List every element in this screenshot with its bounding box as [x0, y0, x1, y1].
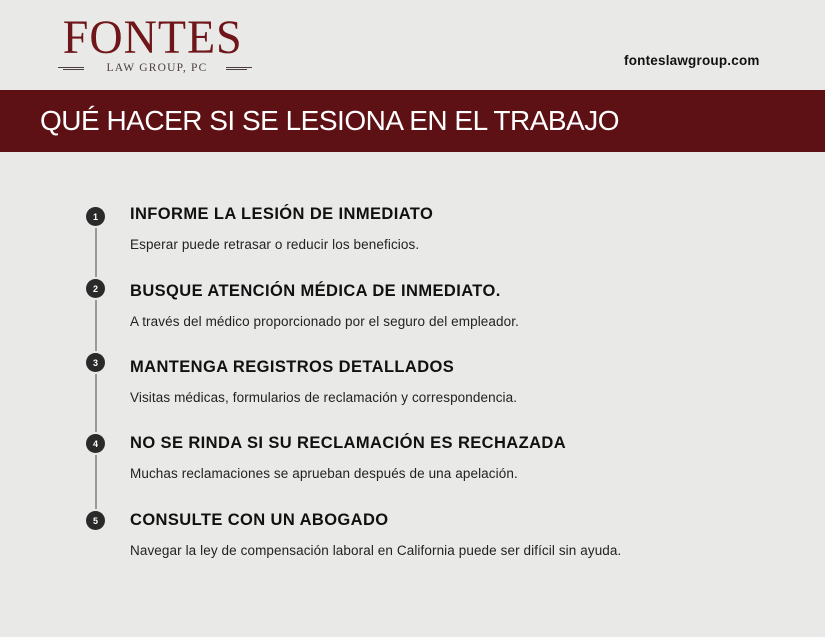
step-4-description: Muchas reclamaciones se aprueban después de una apelación.: [130, 466, 518, 481]
step-3-number: 3: [86, 353, 105, 372]
step-5-description: Navegar la ley de compensación laboral en California puede ser difícil sin ayuda.: [130, 543, 622, 558]
step-3-description: Visitas médicas, formularios de reclamación y correspondencia.: [130, 390, 518, 405]
step-1-title: INFORME LA LESIÓN DE INMEDIATO: [130, 205, 434, 223]
step-3-title: MANTENGA REGISTROS DETALLADOS: [130, 358, 455, 376]
logo-right-lines: [226, 67, 252, 73]
page-title: QUÉ HACER SI SE LESIONA EN EL TRABAJO: [40, 105, 620, 136]
step-1-description: Esperar puede retrasar o reducir los beneficios.: [130, 237, 420, 252]
company-logo: [50, 11, 264, 78]
logo-wordmark: FONTES: [62, 11, 243, 64]
step-1-number: 1: [86, 207, 105, 226]
step-2-title: BUSQUE ATENCIÓN MÉDICA DE INMEDIATO.: [130, 282, 501, 300]
step-5-title: CONSULTE CON UN ABOGADO: [130, 511, 389, 529]
website-url: fonteslawgroup.com: [624, 53, 760, 68]
step-4-number: 4: [86, 434, 105, 453]
logo-left-lines: [58, 67, 84, 73]
logo-subtitle: [50, 62, 264, 78]
step-4-title: NO SE RINDA SI SU RECLAMACIÓN ES RECHAZADA: [130, 434, 567, 452]
step-2-number: 2: [86, 279, 105, 298]
step-2-description: A través del médico proporcionado por el seguro del empleador.: [130, 314, 519, 329]
step-5-number: 5: [86, 511, 105, 530]
title-banner: [0, 90, 825, 152]
logo-subtitle-text: LAW GROUP, PC: [106, 62, 208, 74]
